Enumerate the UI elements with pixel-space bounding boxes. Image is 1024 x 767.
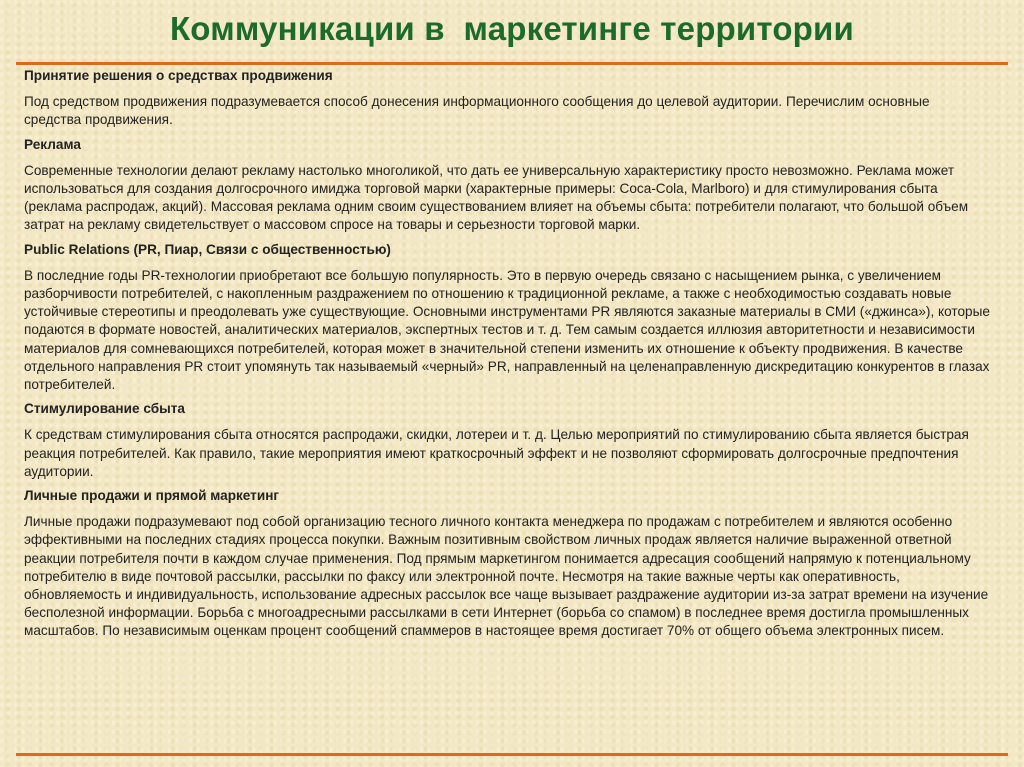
section-heading: Public Relations (PR, Пиар, Связи с общественностью) xyxy=(24,241,391,257)
section-text: К средствам стимулирования сбыта относятся распродажи, скидки, лотереи и т. д. Целью мероприятий по стимулированию сбыта является быстрая реакция потребителей. Как правило, такие мероприятия имеют краткосрочный эффект и не позволяют сформировать долгосрочные предпочтения аудитории. xyxy=(24,427,969,479)
section-heading: Личные продажи и прямой маркетинг xyxy=(24,488,280,504)
section-heading: Принятие решения о средствах продвижения xyxy=(24,68,333,83)
slide-title: Коммуникации в маркетинге территории xyxy=(169,10,855,47)
top-divider xyxy=(16,62,1008,65)
section-text: Личные продажи подразумевают под собой организацию тесного личного контакта менеджера по продажам с потребителем и являются особенно эффективными на последних стадиях процесса покупки. Важным позитивным свойством личных продаж является наличие выраженной ответной реакции потребителя почти в каждом случае применения. Под прямым маркетингом понимается адресация сообщений напрямую к потенциальному потребителю в виде почтовой рассылки, рассылки по факсу или электронной почте. Несмотря на такие важные черты как оперативность, обновляемость и индивидуальность, использование адресных рассылок все чаще вызывает раздражение аудитории из-за затрат времени на изучение бесполезной информации. Борьба с многоадресными рассылками в сети Интернет (борьба со спамом) в последнее время достигла промышленных масштабов. По независимым оценкам процент сообщений спаммеров в настоящее время достигает 70% от общего объема электронных писем. xyxy=(24,514,989,639)
section-heading: Реклама xyxy=(24,136,81,152)
section-heading: Стимулирование сбыта xyxy=(24,401,185,417)
section-text: В последние годы PR-технологии приобретают все большую популярность. Это в первую очередь связано с насыщением рынка, с увеличением разборчивости потребителей, с накопленным раздражением по отношению к традиционной рекламе, а также с необходимостью создавать новые устойчивые стереотипы и преодолевать уже существующие. Основными инструментами PR являются заказные материалы в СМИ («джинса»), которые подаются в формате новостей, аналитических материалов, экспертных тестов и т. д. Тем самым создается иллюзия авторитетности и независимости материалов для сомневающихся потребителей, которая может в значительной степени изменить их отношение к объекту продвижения. В качестве отдельного направления PR стоит упомянуть так называемый «черный» PR, направленный на целенаправленную дискредитацию конкурентов в глазах потребителей. xyxy=(24,267,990,393)
section-text: Под средством продвижения подразумевается способ донесения информационного сообщения до целевой аудитории. Перечислим основные средства продвижения. xyxy=(24,94,930,128)
bottom-divider xyxy=(16,753,1008,756)
section-text: Современные технологии делают рекламу настолько многоликой, что дать ее универсальную характеристику просто невозможно. Реклама может использоваться для создания долгосрочного имиджа торговой марки (характерные примеры: Coca-Cola, Marlboro) и для стимулирования сбыта (реклама распродаж, акций). Массовая реклама одним своим существованием влияет на объемы сбыта: потребители полагают, что большой объем затрат на рекламу свидетельствует о массовом спросе на товары и серьезности торговой марки. xyxy=(24,162,969,233)
slide-content xyxy=(24,67,990,647)
